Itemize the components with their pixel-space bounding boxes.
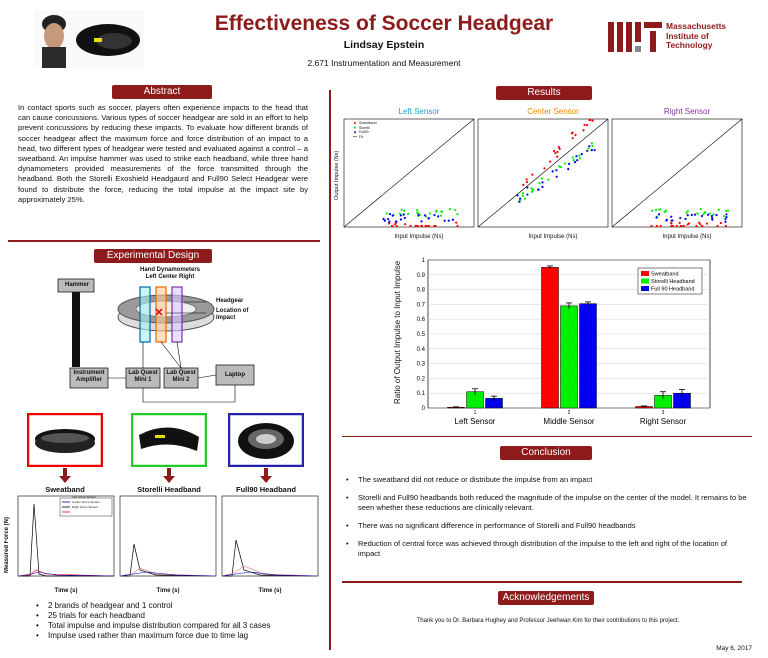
bar-legend-swatch xyxy=(641,286,649,291)
scatter-point xyxy=(676,225,678,227)
hammer-label: Hammer xyxy=(64,282,89,288)
scatter-point xyxy=(409,225,411,227)
force-plot-full90 xyxy=(222,496,318,576)
bar-legend-swatch xyxy=(641,279,649,284)
labquest2-label xyxy=(164,370,198,384)
bar-legend-label: Sweatband xyxy=(651,271,679,278)
scatter-point xyxy=(589,119,591,121)
poster-date: May 6, 2017 xyxy=(716,645,752,652)
scatter-point xyxy=(564,162,566,164)
scatter-point xyxy=(679,222,681,224)
scatter-point xyxy=(400,214,402,216)
institute-name xyxy=(666,22,726,51)
scatter-point xyxy=(440,215,442,217)
scatter-point xyxy=(712,213,714,215)
scatter-point xyxy=(556,155,558,157)
scatter-point xyxy=(389,213,391,215)
scatter-point xyxy=(581,153,583,155)
scatter-point xyxy=(401,209,403,211)
bar-y-tick: 0.1 xyxy=(416,391,425,398)
scatter-point xyxy=(555,169,557,171)
exp-bullet: • 25 trials for each headband xyxy=(36,612,326,620)
scatter-point xyxy=(541,181,543,183)
scatter-point xyxy=(518,201,520,203)
scatter-point xyxy=(417,225,419,227)
column-divider xyxy=(329,90,331,650)
conclusion-bullet: • Reduction of central force was achieved through distribution of the impulse to the left and right of the location of impact xyxy=(346,539,750,559)
scatter-point xyxy=(723,215,725,217)
scatter-point xyxy=(416,209,418,211)
scatter-point xyxy=(516,194,518,196)
scatter-point xyxy=(541,177,543,179)
scatter-point xyxy=(701,215,703,217)
labquest2-line2: Mini 2 xyxy=(172,377,190,383)
headgear-photo xyxy=(34,10,144,68)
scatter-point xyxy=(567,168,569,170)
institute-line-3: Technology xyxy=(666,40,713,50)
bar-x-tick-label: Right Sensor xyxy=(639,417,687,426)
bar-y-tick: 0.5 xyxy=(416,332,425,338)
storelli-label: Storelli Headband xyxy=(137,485,201,494)
dynamometer-label-line1: Hand Dynamometers xyxy=(139,267,201,273)
scatter-point xyxy=(547,179,549,181)
scatter-point xyxy=(725,216,727,218)
scatter-point xyxy=(558,165,560,167)
bar-y-tick: 0 xyxy=(421,406,425,412)
scatter-point xyxy=(655,209,657,211)
force-xlabel-2: Time (s) xyxy=(156,588,180,594)
exp-bullet: • 2 brands of headgear and 1 control xyxy=(36,602,326,610)
laptop-label: Laptop xyxy=(225,372,245,378)
bar-x-tick-label: Left Sensor xyxy=(454,417,496,426)
scatter-point xyxy=(582,129,584,131)
scatter-point xyxy=(433,214,435,216)
scatter-point xyxy=(553,150,555,152)
scatter-point xyxy=(403,213,405,215)
scatter-point xyxy=(724,218,726,220)
scatter-point xyxy=(694,213,696,215)
arrow-down-icon xyxy=(162,468,176,484)
scatter-point xyxy=(725,213,727,215)
scatter-point xyxy=(591,142,593,144)
bar-x-tick-number: 1 xyxy=(473,410,477,416)
scatter-legend-fit: Fit xyxy=(359,134,363,139)
full90-photo xyxy=(228,413,304,467)
scatter-xlabel-1: Input Impulse (Ns) xyxy=(394,234,444,240)
scatter-point xyxy=(727,210,729,212)
scatter-point xyxy=(440,211,442,213)
scatter-point xyxy=(658,213,660,215)
institute-line-1: Massachusetts xyxy=(666,21,727,31)
exp-bullet: • Impulse used rather than maximum force due to time lag xyxy=(36,632,326,640)
scatter-point xyxy=(395,221,397,223)
scatter-point xyxy=(456,213,458,215)
scatter-point xyxy=(448,220,450,222)
scatter-point xyxy=(591,149,593,151)
scatter-point xyxy=(392,215,394,217)
scatter-point xyxy=(452,219,454,221)
scatter-point xyxy=(572,137,574,139)
scatter-point xyxy=(552,170,554,172)
scatter-point xyxy=(696,212,698,214)
bar-y-tick: 0.6 xyxy=(416,317,425,324)
scatter-title-left: Left Sensor xyxy=(398,107,440,116)
scatter-point xyxy=(578,154,580,156)
bar-storelli-headband xyxy=(561,306,578,408)
scatter-plots xyxy=(342,117,754,235)
author-name: Lindsay Epstein xyxy=(343,39,425,51)
scatter-point xyxy=(387,218,389,220)
scatter-point xyxy=(670,222,672,224)
scatter-point xyxy=(454,209,456,211)
dynamometer-label xyxy=(130,267,210,281)
scatter-point xyxy=(425,225,427,227)
scatter-point xyxy=(434,225,436,227)
scatter-point xyxy=(554,152,556,154)
scatter-point xyxy=(583,124,585,126)
scatter-point xyxy=(568,163,570,165)
sweatband-label: Sweatband xyxy=(45,485,85,494)
scatter-point xyxy=(444,220,446,222)
bar-ylabel: Ratio of Output Impulse to Input Impulse xyxy=(393,260,402,405)
scatter-point xyxy=(556,151,558,153)
mit-logo xyxy=(608,22,662,52)
amplifier-label xyxy=(70,370,108,384)
exp-bullet: • Total impulse and impulse distribution compared for all 3 cases xyxy=(36,622,326,630)
scatter-point xyxy=(407,213,409,215)
bar-sweatband xyxy=(542,267,559,408)
bar-chart xyxy=(404,250,720,432)
scatter-point xyxy=(709,212,711,214)
scatter-point xyxy=(404,217,406,219)
scatter-title-center: Center Sensor xyxy=(527,107,579,116)
scatter-point xyxy=(594,149,596,151)
scatter-point xyxy=(386,212,388,214)
scatter-point xyxy=(429,212,431,214)
scatter-point xyxy=(672,225,674,227)
scatter-point xyxy=(574,134,576,136)
bar-x-tick-label: Middle Sensor xyxy=(543,417,595,426)
scatter-point xyxy=(699,223,701,225)
scatter-point xyxy=(651,210,653,212)
scatter-point xyxy=(573,159,575,161)
conclusion-rule xyxy=(342,581,742,583)
scatter-ylabel: Output Impulse (Ns) xyxy=(334,150,340,200)
scatter-point xyxy=(420,220,422,222)
scatter-point xyxy=(650,225,652,227)
scatter-point xyxy=(384,220,386,222)
scatter-point xyxy=(572,156,574,158)
abstract-rule xyxy=(8,240,320,242)
force-xlabel-1: Time (s) xyxy=(54,588,78,594)
scatter-point xyxy=(424,214,426,216)
scatter-point xyxy=(522,195,524,197)
force-ylabel: Measured Force (N) xyxy=(4,517,10,574)
scatter-point xyxy=(725,210,727,212)
scatter-point xyxy=(687,214,689,216)
scatter-panel-3 xyxy=(612,119,742,227)
scatter-point xyxy=(543,167,545,169)
scatter-point xyxy=(720,222,722,224)
bar-x-tick-number: 2 xyxy=(567,410,571,416)
scatter-xlabel-3: Input Impulse (Ns) xyxy=(662,234,712,240)
scatter-point xyxy=(526,186,528,188)
abstract-heading: Abstract xyxy=(112,85,212,99)
scatter-legend-full90: Full90 xyxy=(359,130,369,135)
storelli-photo xyxy=(131,413,207,467)
labquest1-line2: Mini 1 xyxy=(134,377,152,383)
labquest1-label xyxy=(126,370,160,384)
scatter-point xyxy=(592,119,594,121)
scatter-point xyxy=(660,225,662,227)
scatter-point xyxy=(455,222,457,224)
institute-line-2: Institute of xyxy=(666,30,709,41)
scatter-point xyxy=(449,208,451,210)
scatter-point xyxy=(388,221,390,223)
arrow-down-icon xyxy=(259,468,273,484)
results-heading: Results xyxy=(496,86,592,100)
bar-y-tick: 1 xyxy=(421,258,425,264)
legend-left-force: Left Force Sensor xyxy=(72,495,96,499)
scatter-point xyxy=(537,189,539,191)
bar-x-tick-number: 3 xyxy=(661,410,665,416)
force-legend xyxy=(61,495,109,510)
bar-y-tick: 0.9 xyxy=(416,272,425,279)
scatter-point xyxy=(417,214,419,216)
scatter-point xyxy=(691,214,693,216)
scatter-legend-sweatband: Sweatband xyxy=(359,121,377,125)
amplifier-label-line1: Instrument xyxy=(73,370,105,376)
scatter-point xyxy=(421,225,423,227)
bar-legend-label: Full 90 Headband xyxy=(651,286,695,293)
scatter-point xyxy=(456,225,458,227)
sweatband-photo xyxy=(27,413,103,467)
bar-legend-label: Storelli Headband xyxy=(651,279,695,285)
scatter-point xyxy=(549,161,551,163)
bar-legend-swatch xyxy=(641,271,649,276)
results-rule xyxy=(342,436,752,437)
scatter-point xyxy=(541,186,543,188)
bar-y-tick: 0.2 xyxy=(416,376,425,383)
scatter-point xyxy=(659,208,661,210)
abstract-body: In contact sports such as soccer, players often experience impacts to the head that can cause concussions. Various types of soccer headgear are sold in an effort to help prevent concussions by reducing these impacts. To evaluate how different brands of soccer headgear affect the maximum force and force distribution of an impact to a head, two different types of headgear were tested and evaluated against a control – a sweatband. An impulse hammer was used to strike each headband, while three hand dynamometers provided measurements of the force transmitted through the headband. Both the Storelli Exoshield Headgaurd and Full90 Select Headgear were found to distribute the force, reducing the total impulse at the impact site by approximately 25%. xyxy=(18,103,308,204)
labquest2-line1: Lab Quest xyxy=(166,370,196,376)
scatter-point xyxy=(531,174,533,176)
scatter-point xyxy=(591,145,593,147)
bar-y-tick: 0.4 xyxy=(416,346,425,353)
scatter-point xyxy=(396,225,398,227)
scatter-panel-2 xyxy=(478,119,608,227)
scatter-point xyxy=(522,184,524,186)
impact-label-line1: Location of xyxy=(216,308,249,314)
bar-full-90-headband xyxy=(580,304,597,408)
scatter-point xyxy=(524,198,526,200)
scatter-point xyxy=(656,225,658,227)
bar-y-tick: 0.7 xyxy=(416,302,425,309)
scatter-point xyxy=(680,225,682,227)
scatter-point xyxy=(666,219,668,221)
amplifier-label-line2: Amplifier xyxy=(75,377,102,383)
scatter-point xyxy=(716,225,718,227)
scatter-point xyxy=(725,225,727,227)
legend-right-force: Right Force Sensor xyxy=(72,505,98,509)
conclusion-bullet: • Storelli and Full90 headbands both reduced the magnitude of the impulse on the center of the model. It remains to be seen whether these reductions are clinically relevant. xyxy=(346,493,750,513)
scatter-point xyxy=(706,223,708,225)
scatter-point xyxy=(724,221,726,223)
scatter-point xyxy=(404,223,406,225)
scatter-xlabel-2: Input Impulse (Ns) xyxy=(528,234,578,240)
scatter-point xyxy=(707,214,709,216)
scatter-point xyxy=(586,124,588,126)
conclusion-bullet: • The sweatband did not reduce or distribute the impulse from an impact xyxy=(346,475,750,485)
bar-y-tick: 0.8 xyxy=(416,287,425,294)
scatter-point xyxy=(687,223,689,225)
scatter-point xyxy=(684,218,686,220)
scatter-point xyxy=(670,219,672,221)
scatter-point xyxy=(700,208,702,210)
scatter-point xyxy=(711,217,713,219)
scatter-point xyxy=(576,159,578,161)
scatter-point xyxy=(526,181,528,183)
scatter-point xyxy=(526,193,528,195)
conclusion-bullet: • There was no significant difference in performance of Storelli and Full90 headbands xyxy=(346,521,750,531)
acknowledgements-heading: Acknowledgements xyxy=(498,591,594,605)
scatter-point xyxy=(519,198,521,200)
scatter-point xyxy=(665,209,667,211)
scatter-point xyxy=(586,150,588,152)
scatter-point xyxy=(695,225,697,227)
scatter-title-right: Right Sensor xyxy=(663,107,711,116)
scatter-point xyxy=(437,215,439,217)
scatter-point xyxy=(391,225,393,227)
scatter-point xyxy=(417,212,419,214)
scatter-point xyxy=(558,146,560,148)
headgear-label: Headgear xyxy=(216,298,244,304)
force-xlabel-3: Time (s) xyxy=(258,588,282,594)
scatter-point xyxy=(531,191,533,193)
scatter-point xyxy=(556,176,558,178)
scatter-point xyxy=(428,225,430,227)
scatter-point xyxy=(715,214,717,216)
experimental-heading: Experimental Design xyxy=(94,249,212,263)
legend-center-force: Center Force Sensor xyxy=(72,500,100,504)
acknowledgements-body: Thank you to Dr. Barbara Hughey and Professor Jeehwan Kim for their contributions to this project. xyxy=(416,618,680,624)
scatter-point xyxy=(394,223,396,225)
scatter-point xyxy=(575,155,577,157)
scatter-point xyxy=(655,217,657,219)
scatter-point xyxy=(428,217,430,219)
scatter-point xyxy=(687,210,689,212)
impact-label xyxy=(216,308,248,322)
scatter-point xyxy=(579,157,581,159)
bar-y-tick: 0.3 xyxy=(416,361,425,368)
scatter-point xyxy=(588,145,590,147)
scatter-point xyxy=(400,218,402,220)
scatter-point xyxy=(679,217,681,219)
arrow-down-icon xyxy=(58,468,72,484)
labquest1-line1: Lab Quest xyxy=(128,370,158,376)
scatter-point xyxy=(522,192,524,194)
scatter-legend xyxy=(354,121,384,139)
scatter-point xyxy=(574,161,576,163)
scatter-point xyxy=(415,225,417,227)
scatter-point xyxy=(526,178,528,180)
course-name: 2.671 Instrumentation and Measurement xyxy=(307,58,461,68)
scatter-point xyxy=(538,182,540,184)
scatter-point xyxy=(711,215,713,217)
poster-title: Effectiveness of Soccer Headgear xyxy=(214,12,554,35)
full90-label: Full90 Headband xyxy=(235,485,296,494)
scatter-point xyxy=(670,216,672,218)
scatter-point xyxy=(718,209,720,211)
force-plot-storelli xyxy=(120,496,216,576)
experimental-bullets xyxy=(36,602,326,642)
conclusion-bullets xyxy=(346,475,750,567)
scatter-point xyxy=(683,225,685,227)
scatter-point xyxy=(571,131,573,133)
conclusion-heading: Conclusion xyxy=(500,446,592,460)
scatter-point xyxy=(587,147,589,149)
impact-label-line2: Impact xyxy=(216,315,236,321)
scatter-legend-storelli: Storelli xyxy=(359,125,370,130)
scatter-point xyxy=(435,210,437,212)
dynamometer-label-line2: Left Center Right xyxy=(145,274,195,280)
scatter-point xyxy=(403,210,405,212)
scatter-point xyxy=(532,188,534,190)
scatter-point xyxy=(701,225,703,227)
